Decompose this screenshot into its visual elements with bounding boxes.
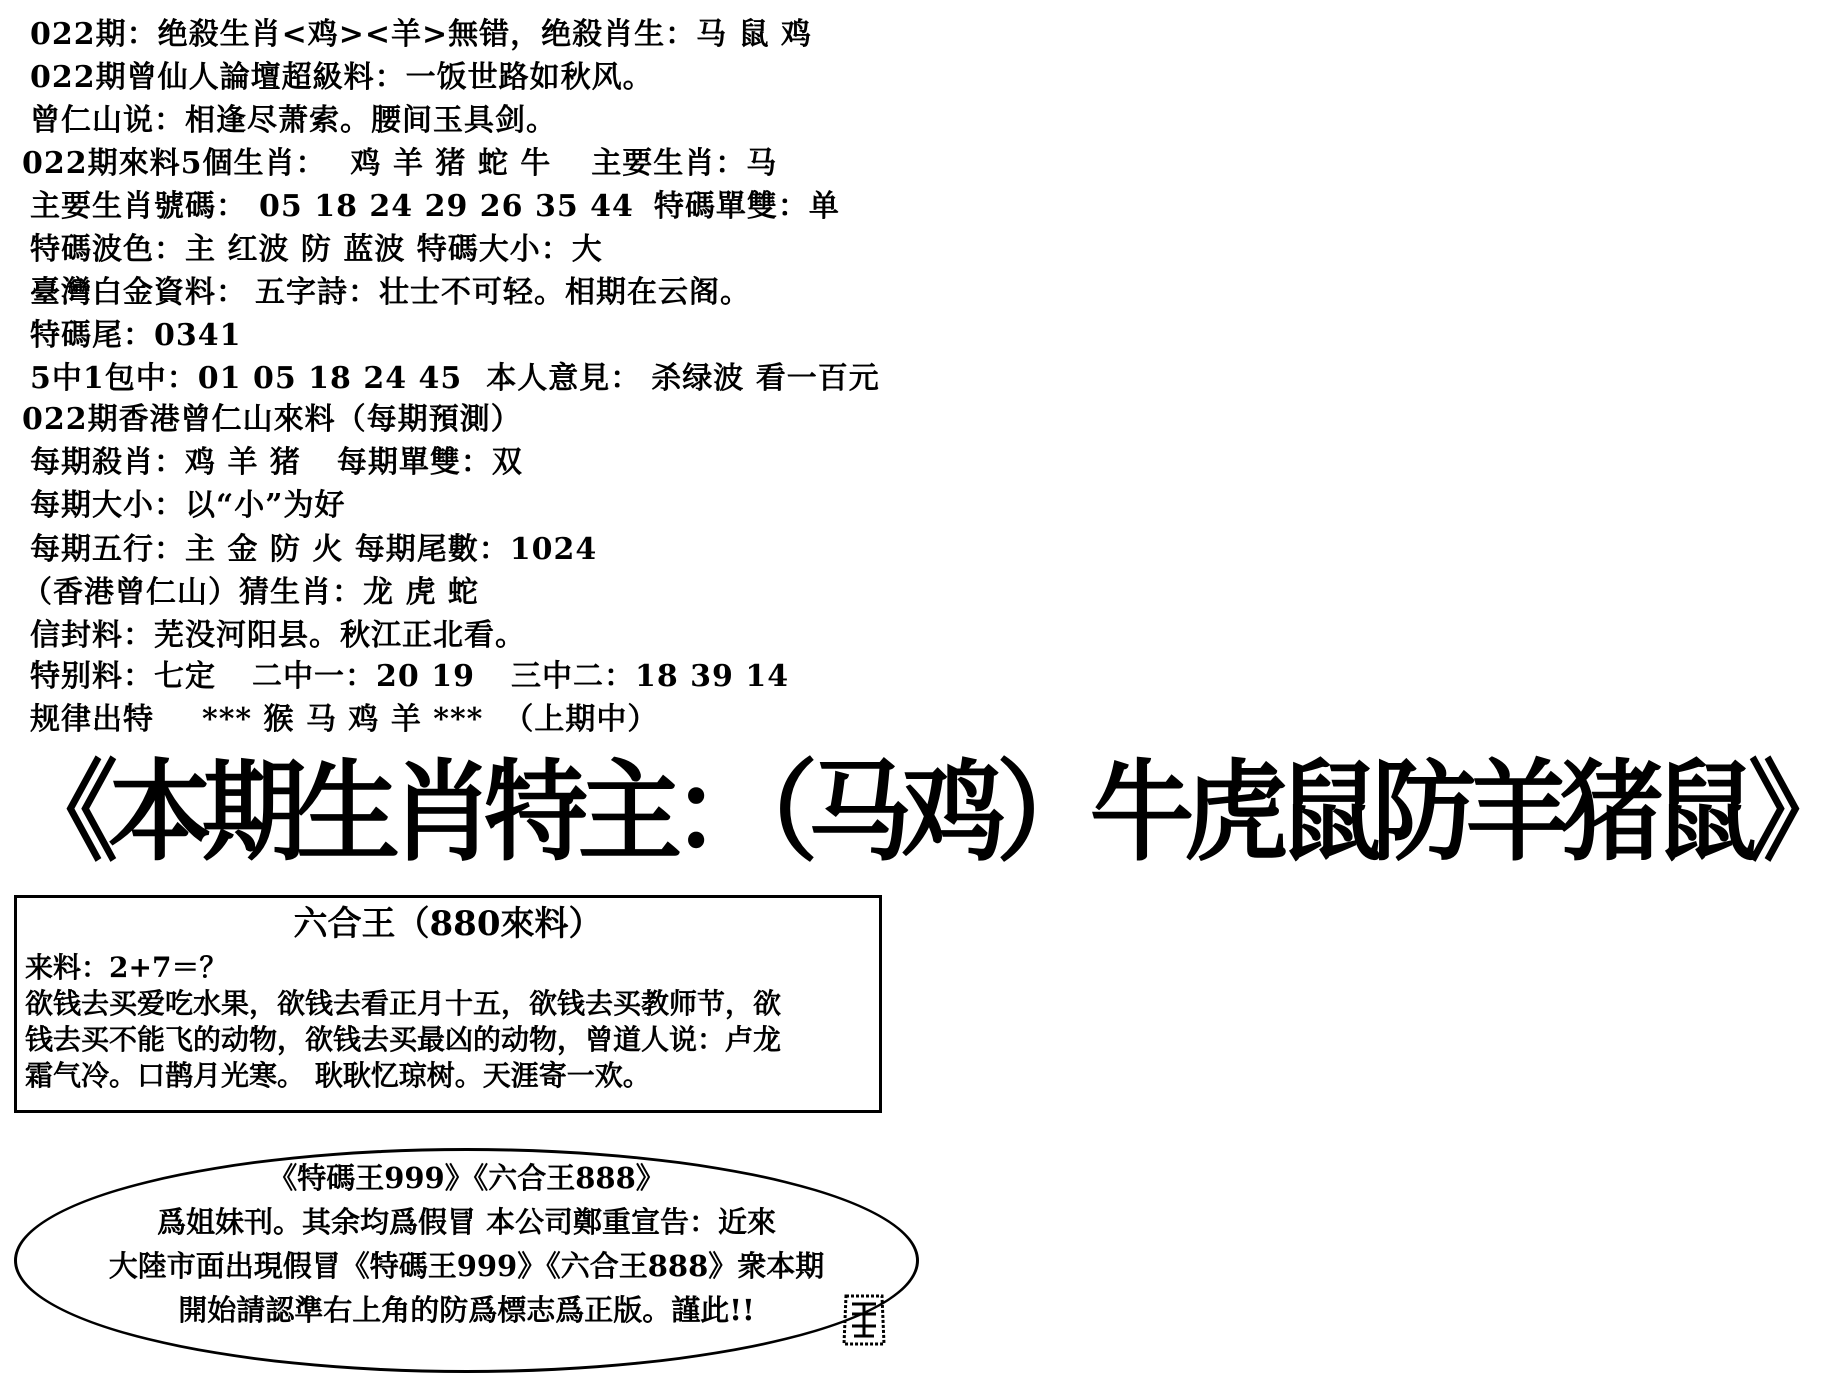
line-10 [22,401,522,439]
line-9-opinion: 杀绿波 看一百元 [651,361,880,396]
line-16 [30,658,789,696]
line-4 [22,145,777,183]
notice-line-4: 開始請認準右上角的防爲標志爲正版。謹此!! [178,1293,755,1327]
riddle-box [14,895,882,1113]
line-3-text: 曾仁山说：相逢尽萧索。腰间玉具剑。 [30,103,557,138]
riddle-line-2: 欲钱去买爱吃水果，欲钱去看正月十五，欲钱去买教师节，欲 [25,987,782,1020]
line-5-odd-even: 特碼單雙：单 [653,189,840,224]
line-16-three-of-two: 三中二：18 39 14 [510,659,790,694]
line-12 [30,487,346,525]
line-16-label: 特别料：七定 [30,659,216,694]
line-14-text: （香港曾仁山）猜生肖：龙 虎 蛇 [22,575,479,610]
line-17-label: 规律出特 [30,702,154,737]
line-15 [30,617,526,655]
line-17-zodiacs: *** 猴 马 鸡 羊 *** [202,702,484,737]
line-17-note: （上期中） [503,702,659,737]
line-5 [30,188,840,226]
line-8-text: 特碼尾：0341 [30,318,242,353]
riddle-line-1: 来料：2+7＝？ [25,951,228,984]
riddle-line-4: 霜气冷。口鹊月光寒。 耿耿忆琼树。天涯寄一欢。 [25,1059,651,1092]
line-2 [30,59,654,97]
line-12-text: 每期大小：以“小”为好 [30,488,346,523]
line-15-text: 信封料：芜没河阳县。秋江正北看。 [30,618,526,653]
notice-line-3: 大陸市面出現假冒《特碼王999》《六合王888》衆本期 [108,1249,825,1283]
line-7-label: 臺灣白金資料： [30,275,247,310]
line-10-text: 022期香港曾仁山來料（每期預測） [22,402,522,437]
line-11-odd-even: 每期單雙：双 [336,445,523,480]
riddle-box-title: 六合王（880來料） [293,904,603,944]
line-11-kill: 每期殺肖：鸡 羊 猪 [30,445,301,480]
seal-stamp-icon [838,1290,890,1350]
line-17 [30,701,658,739]
riddle-line-3: 钱去买不能飞的动物，欲钱去买最凶的动物，曾道人说：卢龙 [25,1023,782,1056]
notice-line-1: 《特碼王999》《六合王888》 [268,1161,665,1195]
notice-oval [14,1148,919,1373]
line-9-numbers: 5中1包中：01 05 18 24 45 [30,361,463,396]
line-4-main: 主要生肖：马 [591,146,778,181]
line-6-text: 特碼波色：主 红波 防 蓝波 特碼大小：大 [30,232,603,267]
line-2-text: 022期曾仙人論壇超級料：一饭世路如秋风。 [30,60,654,95]
line-1-text: 022期：绝殺生肖<鸡><羊>無错，绝殺肖生：马 鼠 鸡 [30,17,813,52]
notice-line-2: 爲姐妹刊。其余均爲假冒 本公司鄭重宣告：近來 [156,1205,777,1239]
line-13 [30,531,597,569]
line-7-poem: 五字詩：壮士不可轻。相期在云阁。 [255,275,751,310]
line-7 [30,274,751,312]
line-3 [30,102,557,140]
line-5-numbers: 05 18 24 29 26 35 44 [259,189,634,224]
line-6 [30,231,603,269]
line-9 [30,360,880,398]
line-16-two-of-one: 二中一：20 19 [252,659,475,694]
line-9-opinion-label: 本人意見： [486,361,642,396]
line-11 [30,444,523,482]
headline-banner: 《本期生肖特主：（马鸡）牛虎鼠防羊猪鼠》 [14,747,1842,877]
line-13-text: 每期五行：主 金 防 火 每期尾數：1024 [30,532,598,567]
line-4-label: 022期來料5個生肖： [22,146,327,181]
line-5-label: 主要生肖號碼： [30,189,247,224]
line-1 [30,16,812,54]
line-8 [30,317,242,355]
line-14 [22,574,479,612]
line-4-zodiacs: 鸡 羊 猪 蛇 牛 [350,146,552,181]
